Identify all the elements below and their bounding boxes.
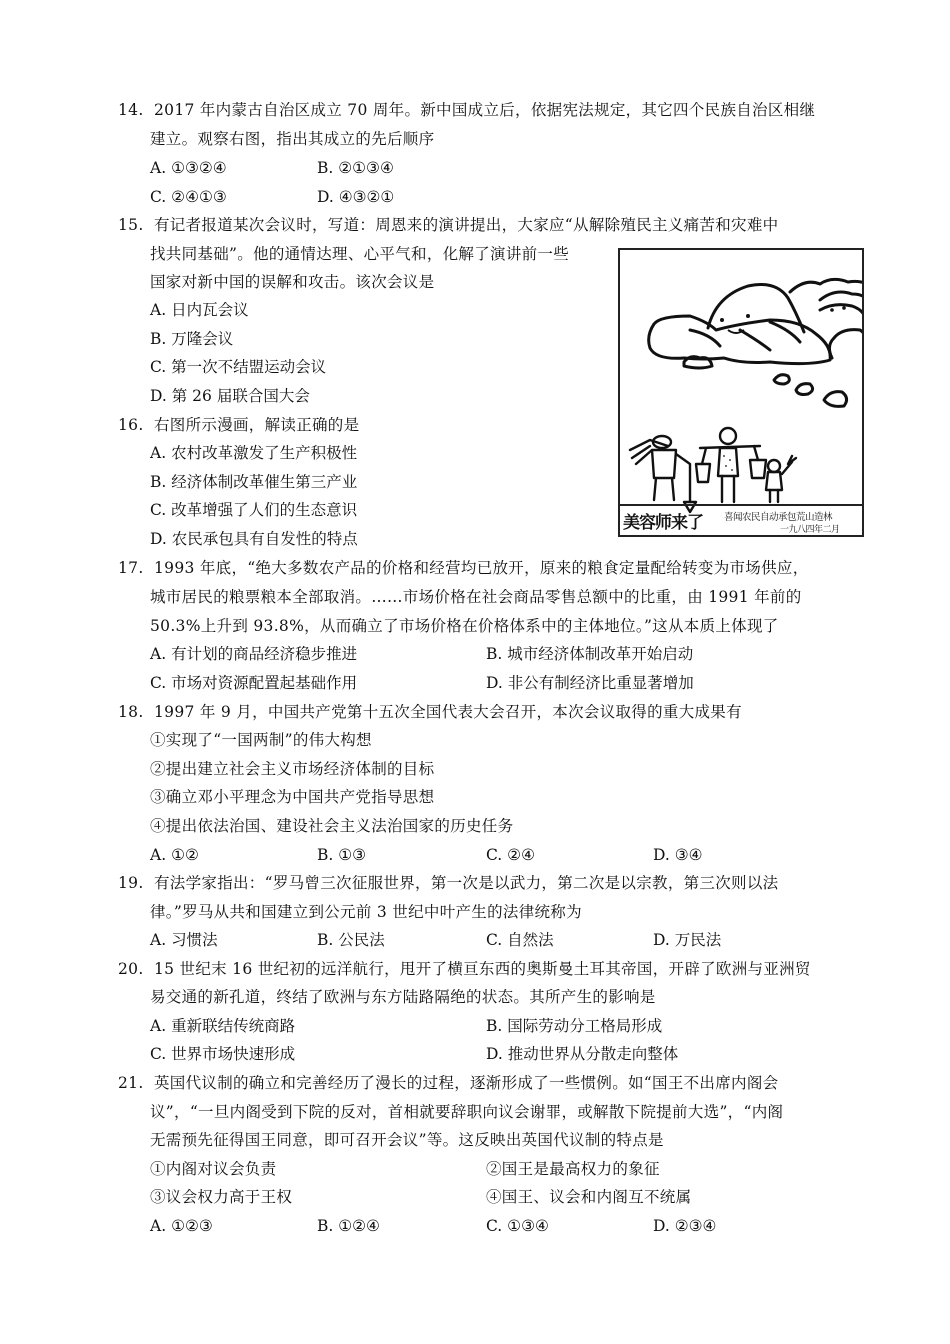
question-stem-line: 易交通的新孔道，终结了欧洲与东方陆路隔绝的状态。其所产生的影响是 xyxy=(150,988,656,1006)
option-a[interactable]: A. 习惯法 xyxy=(150,931,218,949)
option-c[interactable]: C. ②④ xyxy=(486,846,535,864)
question-number: 18. xyxy=(118,703,144,721)
option-b[interactable]: B. ②①③④ xyxy=(317,159,394,177)
question-number: 20. xyxy=(118,960,144,978)
option-b[interactable]: B. 万隆会议 xyxy=(150,330,234,348)
cartoon-title: 美容师来了 xyxy=(623,513,703,533)
statement-item: ③议会权力高于王权 xyxy=(150,1188,293,1206)
option-c[interactable]: C. 市场对资源配置起基础作用 xyxy=(150,674,358,692)
question-stem-line: 律。”罗马从共和国建立到公元前 3 世纪中叶产生的法律统称为 xyxy=(150,903,582,921)
option-b[interactable]: B. 城市经济体制改革开始启动 xyxy=(486,645,694,663)
question-stem-line: 50.3%上升到 93.8%，从而确立了市场价格在价格体系中的主体地位。”这从本质上体现了 xyxy=(150,617,779,635)
cartoon-drawing xyxy=(620,250,864,537)
cartoon-figure xyxy=(618,248,864,537)
option-b[interactable]: B. ①③ xyxy=(317,846,367,864)
statement-item: ④国王、议会和内阁互不统属 xyxy=(486,1188,692,1206)
question-stem-line: 20. 15 世纪末 16 世纪初的远洋航行，甩开了横亘东西的奥斯曼土耳其帝国，开辟了欧洲与亚洲贸 xyxy=(118,960,811,978)
cartoon-date: 一九八四年二月 xyxy=(780,525,840,535)
option-a[interactable]: A. ①②③ xyxy=(150,1217,213,1235)
question-stem-line: 18. 1997 年 9 月，中国共产党第十五次全国代表大会召开，本次会议取得的重大成果有 xyxy=(118,703,742,721)
question-stem-line: 21. 英国代议制的确立和完善经历了漫长的过程，逐渐形成了一些惯例。如“国王不出席内阁会 xyxy=(118,1074,779,1092)
statement-item: ②提出建立社会主义市场经济体制的目标 xyxy=(150,760,435,778)
question-number: 21. xyxy=(118,1074,144,1092)
question-stem-line: 找共同基础”。他的通情达理、心平气和，化解了演讲前一些 xyxy=(150,245,570,263)
option-a[interactable]: A. ①② xyxy=(150,846,199,864)
question-stem-line: 17. 1993 年底，“绝大多数农产品的价格和经营均已放开，原来的粮食定量配给转变为市场供应， xyxy=(118,559,809,577)
option-d[interactable]: D. ④③②① xyxy=(317,188,395,206)
caption-divider xyxy=(620,504,862,506)
question-stem-line: 16. 右图所示漫画，解读正确的是 xyxy=(118,416,360,434)
option-c[interactable]: C. 自然法 xyxy=(486,931,554,949)
option-c[interactable]: C. 第一次不结盟运动会议 xyxy=(150,358,327,376)
option-c[interactable]: C. ②④①③ xyxy=(150,188,227,206)
option-b[interactable]: B. ①②④ xyxy=(317,1217,380,1235)
question-stem-line: 15. 有记者报道某次会议时，写道：周恩来的演讲提出，大家应“从解除殖民主义痛苦和灾难中 xyxy=(118,216,779,234)
option-d[interactable]: D. ③④ xyxy=(653,846,703,864)
question-stem-line: 国家对新中国的误解和攻击。该次会议是 xyxy=(150,273,435,291)
question-stem-line: 无需预先征得国王同意，即可召开会议”等。这反映出英国代议制的特点是 xyxy=(150,1131,664,1149)
statement-item: ①实现了“一国两制”的伟大构想 xyxy=(150,731,372,749)
question-number: 17. xyxy=(118,559,144,577)
option-c[interactable]: C. 改革增强了人们的生态意识 xyxy=(150,501,358,519)
option-b[interactable]: B. 经济体制改革催生第三产业 xyxy=(150,473,358,491)
question-stem-line: 议”，“一旦内阁受到下院的反对，首相就要辞职向议会谢罪，或解散下院提前大选”，“内阁 xyxy=(150,1103,784,1121)
option-a[interactable]: A. 日内瓦会议 xyxy=(150,301,249,319)
option-c[interactable]: C. 世界市场快速形成 xyxy=(150,1045,296,1063)
option-b[interactable]: B. 公民法 xyxy=(317,931,385,949)
option-c[interactable]: C. ①③④ xyxy=(486,1217,549,1235)
option-a[interactable]: A. 有计划的商品经济稳步推进 xyxy=(150,645,358,663)
option-d[interactable]: D. 第 26 届联合国大会 xyxy=(150,387,310,405)
question-number: 19. xyxy=(118,874,144,892)
question-stem-line: 城市居民的粮票粮本全部取消。……市场价格在社会商品零售总额中的比重，由 1991 年前的 xyxy=(150,588,802,606)
cartoon-subtitle: 喜闻农民自动承包荒山造林 xyxy=(724,512,833,523)
statement-item: ④提出依法治国、建设社会主义法治国家的历史任务 xyxy=(150,817,514,835)
option-b[interactable]: B. 国际劳动分工格局形成 xyxy=(486,1017,663,1035)
question-stem-line: 19. 有法学家指出：“罗马曾三次征服世界，第一次是以武力，第二次是以宗教，第三次则以法 xyxy=(118,874,779,892)
option-d[interactable]: D. 农民承包具有自发性的特点 xyxy=(150,530,358,548)
statement-item: ③确立邓小平理念为中国共产党指导思想 xyxy=(150,788,435,806)
question-number: 16. xyxy=(118,416,144,434)
option-a[interactable]: A. ①③②④ xyxy=(150,159,227,177)
statement-item: ②国王是最高权力的象征 xyxy=(486,1160,660,1178)
option-a[interactable]: A. 重新联结传统商路 xyxy=(150,1017,296,1035)
question-stem-line: 14. 2017 年内蒙古自治区成立 70 周年。新中国成立后，依据宪法规定，其它四个民族自治区相继 xyxy=(118,101,816,119)
option-d[interactable]: D. 推动世界从分散走向整体 xyxy=(486,1045,679,1063)
option-d[interactable]: D. 万民法 xyxy=(653,931,722,949)
option-d[interactable]: D. 非公有制经济比重显著增加 xyxy=(486,674,694,692)
question-number: 14. xyxy=(118,101,144,119)
question-number: 15. xyxy=(118,216,144,234)
option-a[interactable]: A. 农村改革激发了生产积极性 xyxy=(150,444,358,462)
option-d[interactable]: D. ②③④ xyxy=(653,1217,717,1235)
question-stem-line: 建立。观察右图，指出其成立的先后顺序 xyxy=(150,130,435,148)
statement-item: ①内阁对议会负责 xyxy=(150,1160,277,1178)
